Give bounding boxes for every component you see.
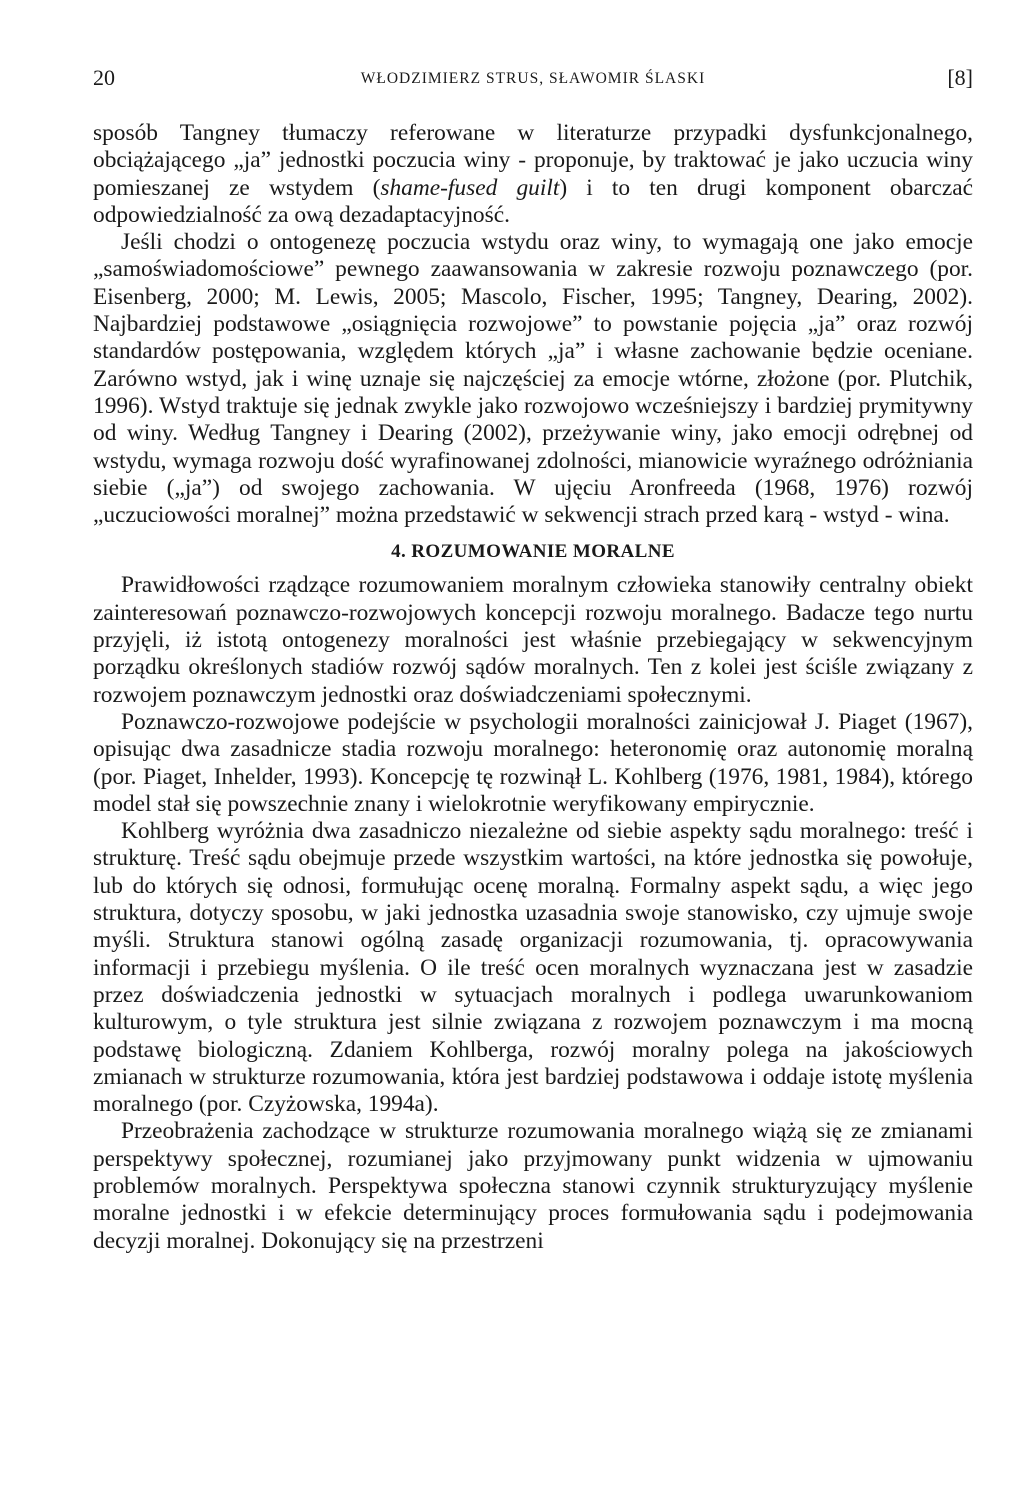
section-heading: 4. ROZUMOWANIE MORALNE [391, 541, 675, 563]
paragraph-text: sposób Tangney tłumaczy referowane w literaturze przypadki dysfunkcjonalnego, obciążającego „ja” jednostki poczucia winy - proponuje, by traktować je jako uczucia winy pomieszanej ze wstydem ( [93, 120, 973, 201]
page-body [93, 120, 973, 1255]
paragraph-perspective: Przeobrażenia zachodzące w strukturze rozumowania moralnego wiążą się ze zmianami perspektywy społecznej, rozumianej jako przyjmowany punkt widzenia w ujmowaniu problemów moralnych. Perspektywa społeczna stanowi czynnik strukturyzujący myślenie moralne jednostki i w efekcie determinujący proces formułowania sądu i podejmowania decyzji moralnej. Dokonujący się na przestrzeni [93, 1118, 973, 1254]
paragraph-continuation [93, 120, 973, 229]
page-number: 20 [93, 65, 115, 90]
running-header [93, 64, 973, 92]
paragraph-piaget: Poznawczo-rozwojowe podejście w psychologii moralności zainicjował J. Piaget (1967), opisując dwa zasadnicze stadia rozwoju moralnego: heteronomię oraz autonomię moralną (por. Piaget, Inhelder, 1993). Koncepcję tę rozwinął L. Kohlberg (1976, 1981, 1984), którego model stał się powszechnie znany i wielokrotnie weryfikowany empirycznie. [93, 708, 973, 817]
paragraph-kohlberg: Kohlberg wyróżnia dwa zasadniczo niezależne od siebie aspekty sądu moralnego: treść i strukturę. Treść sądu obejmuje przede wszystkim wartości, na które jednostka się powołuje, lub do których się odnosi, formułując ocenę moralną. Formalny aspekt sądu, a więc jego struktura, dotyczy sposobu, w jaki jednostka uzasadnia swoje stanowisko, czy ujmuje swoje myśli. Struktura stanowi ogólną zasadę organizacji rozumowania, tj. opracowywania informacji i przebiegu myślenia. O ile treść ocen moralnych wyznaczana jest w zasadzie przez doświadczenia jednostki w sytuacjach moralnych i podlega uwarunkowaniom kulturowym, o tyle struktura jest silnie związana z rozwojem poznawczym i ma mocną podstawę biologiczną. Zdaniem Kohlberga, rozwój moralny polega na jakościowych zmianach w strukturze rozumowania, która jest bardziej podstawowa i oddaje istotę myślenia moralnego (por. Czyżowska, 1994a). [93, 818, 973, 1118]
paragraph-text: ) i to ten drugi komponent obarczać odpowiedzialność za ową dezadaptacyjność. [93, 174, 973, 228]
section-reference: [8] [947, 65, 973, 90]
italic-term: shame-fused guilt [380, 174, 560, 201]
paragraph-moral-reasoning: Prawidłowości rządzące rozumowaniem moralnym człowieka stanowiły centralny obiekt zainteresowań poznawczo-rozwojowych koncepcji rozwoju moralnego. Badacze tego nurtu przyjęli, iż istotą ontogenezy moralności jest właśnie przebiegający w sekwencyjnym porządku określonych stadiów rozwój sądów moralnych. Ten z kolei jest ściśle związany z rozwojem poznawczym jednostki oraz doświadczeniami społecznymi. [93, 572, 973, 708]
running-header-authors: WŁODZIMIERZ STRUS, SŁAWOMIR ŚLASKI [360, 70, 706, 87]
paragraph-ontogeny: Jeśli chodzi o ontogenezę poczucia wstydu oraz winy, to wymagają one jako emocje „samoświadomościowe” pewnego zaawansowania w zakresie rozwoju poznawczego (por. Eisenberg, 2000; M. Lewis, 2005; Mascolo, Fischer, 1995; Tangney, Dearing, 2002). Najbardziej podstawowe „osiągnięcia rozwojowe” to powstanie pojęcia „ja” oraz rozwój standardów postępowania, względem których „ja” i własne zachowanie będzie oceniane. Zarówno wstyd, jak i winę uznaje się najczęściej za emocje wtórne, złożone (por. Plutchik, 1996). Wstyd traktuje się jednak zwykle jako rozwojowo wcześniejszy i bardziej prymitywny od winy. Według Tangney i Dearing (2002), przeżywanie winy, jako emocji odrębnej od wstydu, wymaga rozwoju dość wyrafinowanej zdolności, mianowicie wyraźnego odróżniania siebie („ja”) od swojego zachowania. W ujęciu Aronfreeda (1968, 1976) rozwój „uczuciowości moralnej” można przedstawić w sekwencji strach przed karą - wstyd - wina. [93, 229, 973, 529]
